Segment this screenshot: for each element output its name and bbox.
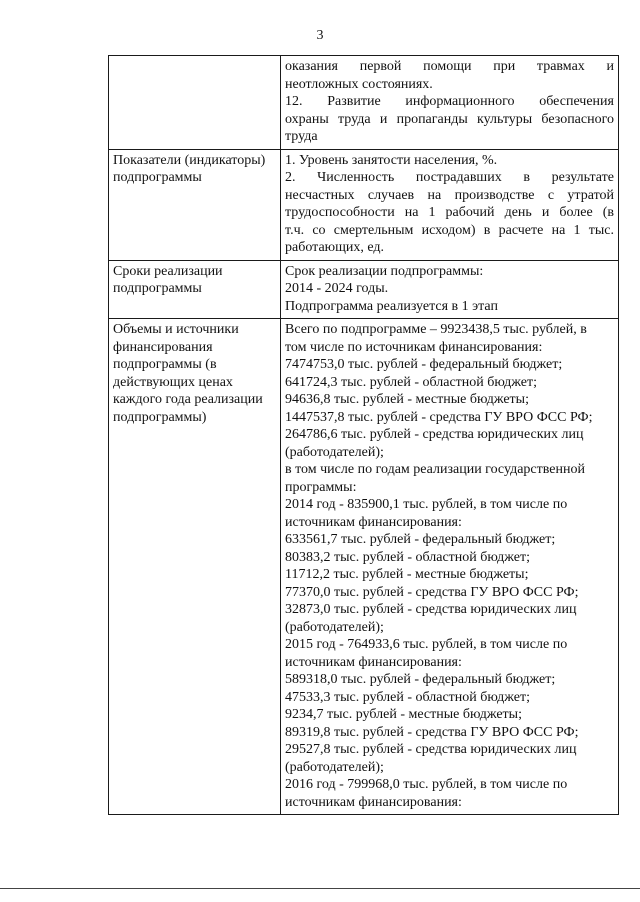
content-line: 77370,0 тыс. рублей - средства ГУ ВРО ФСС РФ;: [285, 584, 579, 600]
content-line: программы:: [285, 479, 357, 495]
content-line: 12. Развитие информационного обеспечения: [285, 94, 614, 109]
content-line: оказания первой помощи при травмах и: [285, 59, 614, 74]
row-content: [281, 56, 619, 150]
content-line: 2014 - 2024 годы.: [285, 281, 389, 296]
content-line: 47533,3 тыс. рублей - областной бюджет;: [285, 689, 530, 705]
content-line: (работодателей);: [285, 619, 384, 635]
row-content: [281, 260, 619, 319]
row-label: Сроки реализации подпрограммы: [109, 260, 281, 319]
content-line: Срок реализации подпрограммы:: [285, 263, 484, 279]
content-line: 1447537,8 тыс. рублей - средства ГУ ВРО ФСС РФ;: [285, 409, 593, 425]
content-line: источникам финансирования:: [285, 794, 462, 810]
content-line: 11712,2 тыс. рублей - местные бюджеты;: [285, 567, 529, 582]
content-line: 633561,7 тыс. рублей - федеральный бюджет;: [285, 532, 556, 547]
content-line: неотложных состояниях.: [285, 76, 433, 92]
row-label: Объемы и источники финансирования подпрограммы (в действующих ценах каждого года реализации подпрограммы): [109, 319, 281, 815]
content-line: Подпрограмма реализуется в 1 этап: [285, 298, 498, 314]
content-line: 32873,0 тыс. рублей - средства юридических лиц: [285, 602, 577, 617]
content-line: несчастных случаев на производстве с утратой: [285, 187, 614, 203]
content-line: 29527,8 тыс. рублей - средства юридических лиц: [285, 742, 577, 757]
content-line: (работодателей);: [285, 444, 384, 460]
row-label: [109, 56, 281, 150]
page-number: 3: [316, 28, 324, 43]
content-line: (работодателей);: [285, 759, 384, 775]
content-line: труда: [285, 129, 318, 144]
content-line: Всего по подпрограмме – 9923438,5 тыс. рублей, в: [285, 322, 587, 337]
content-line: 2014 год - 835900,1 тыс. рублей, в том числе по: [285, 497, 568, 512]
content-line: 264786,6 тыс. рублей - средства юридических лиц: [285, 427, 584, 442]
row-label: Показатели (индикаторы) подпрограммы: [109, 149, 281, 260]
content-line: 89319,8 тыс. рублей - средства ГУ ВРО ФСС РФ;: [285, 724, 579, 740]
content-line: 2015 год - 764933,6 тыс. рублей, в том числе по: [285, 637, 568, 652]
row-content: [281, 149, 619, 260]
content-line: источникам финансирования:: [285, 514, 462, 530]
content-line: 641724,3 тыс. рублей - областной бюджет;: [285, 374, 537, 390]
content-line: охраны труда и пропаганды культуры безопасного: [285, 111, 614, 127]
subprogram-passport-table: [108, 55, 619, 815]
page-bottom-rule: [0, 888, 640, 889]
content-line: 9234,7 тыс. рублей - местные бюджеты;: [285, 707, 522, 722]
content-line: 589318,0 тыс. рублей - федеральный бюджет;: [285, 672, 556, 687]
table-row: [109, 319, 619, 815]
content-line: источникам финансирования:: [285, 654, 462, 670]
content-line: 7474753,0 тыс. рублей - федеральный бюджет;: [285, 357, 563, 372]
table-row: [109, 149, 619, 260]
content-line: т.ч. со смертельным исходом) в расчете на 1 тыс.: [285, 222, 614, 238]
content-line: трудоспособности на 1 рабочий день и более (в: [285, 205, 614, 220]
table-row: [109, 56, 619, 150]
content-line: 94636,8 тыс. рублей - местные бюджеты;: [285, 392, 529, 407]
table-row: [109, 260, 619, 319]
row-content: [281, 319, 619, 815]
content-line: 80383,2 тыс. рублей - областной бюджет;: [285, 549, 530, 565]
content-line: в том числе по годам реализации государственной: [285, 462, 585, 477]
content-line: 2. Численность пострадавших в результате: [285, 170, 614, 185]
content-line: 1. Уровень занятости населения, %.: [285, 152, 498, 168]
content-line: работающих, ед.: [285, 240, 385, 255]
content-line: 2016 год - 799968,0 тыс. рублей, в том числе по: [285, 777, 568, 792]
content-line: том числе по источникам финансирования:: [285, 339, 543, 355]
